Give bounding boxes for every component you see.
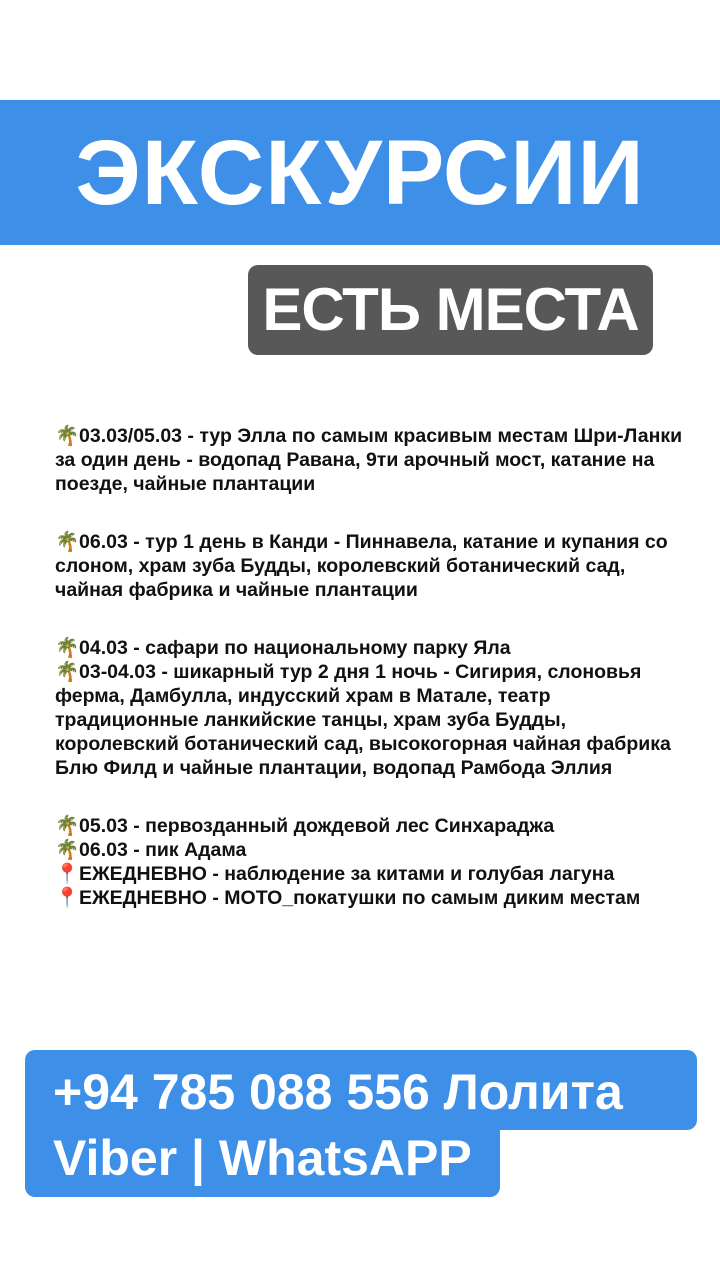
tour-item-text: ЕЖЕДНЕВНО - наблюдение за китами и голубая лагуна <box>79 863 615 885</box>
palm-tree-icon: 🌴 <box>55 815 80 837</box>
tour-item <box>55 660 695 780</box>
tour-item <box>55 838 695 862</box>
tour-item <box>55 814 695 838</box>
tour-item-text: 03.03/05.03 - тур Элла по самым красивым местам Шри-Ланки за один день - водопад Равана, 9ти арочный мост, катание на поезде, чайные плантации <box>55 425 683 495</box>
title-banner <box>0 100 720 245</box>
availability-badge <box>248 265 653 355</box>
tour-item <box>55 636 695 660</box>
tour-item-text: 06.03 - пик Адама <box>79 839 247 861</box>
tour-item <box>55 424 695 496</box>
tour-list <box>55 424 695 910</box>
tour-item <box>55 886 695 910</box>
tour-item <box>55 862 695 886</box>
tour-item-text: 05.03 - первозданный дождевой лес Синхараджа <box>79 815 555 837</box>
messenger-links[interactable]: Viber | WhatsAPP <box>53 1130 472 1186</box>
palm-tree-icon: 🌴 <box>55 425 80 447</box>
palm-tree-icon: 🌴 <box>55 839 80 861</box>
palm-tree-icon: 🌴 <box>55 661 80 683</box>
palm-tree-icon: 🌴 <box>55 637 80 659</box>
pushpin-icon: 📍 <box>55 863 80 885</box>
tour-item-text: 06.03 - тур 1 день в Канди - Пиннавела, катание и купания со слоном, храм зуба Будды, королевский ботанический сад, чайная фабрика и чайные плантации <box>55 531 668 601</box>
tour-item-text: 03-04.03 - шикарный тур 2 дня 1 ночь - Сигирия, слоновья ферма, Дамбулла, индусский храм в Матале, театр традиционные ланкийские танцы, храм зуба Будды, королевский ботанический сад, высокогорная чайная фабрика Блю Филд и чайные плантации, водопад Рамбода Эллия <box>55 661 671 779</box>
palm-tree-icon: 🌴 <box>55 531 80 553</box>
availability-badge-label: ЕСТЬ МЕСТА <box>262 276 639 343</box>
tour-item <box>55 530 695 602</box>
page-title: ЭКСКУРСИИ <box>75 121 645 224</box>
tour-item-text: 04.03 - сафари по национальному парку Яла <box>79 637 511 659</box>
phone-number[interactable]: +94 785 088 556 Лолита <box>53 1064 623 1120</box>
tour-item-text: ЕЖЕДНЕВНО - МОТО_покатушки по самым диким местам <box>79 887 641 909</box>
pushpin-icon: 📍 <box>55 887 80 909</box>
